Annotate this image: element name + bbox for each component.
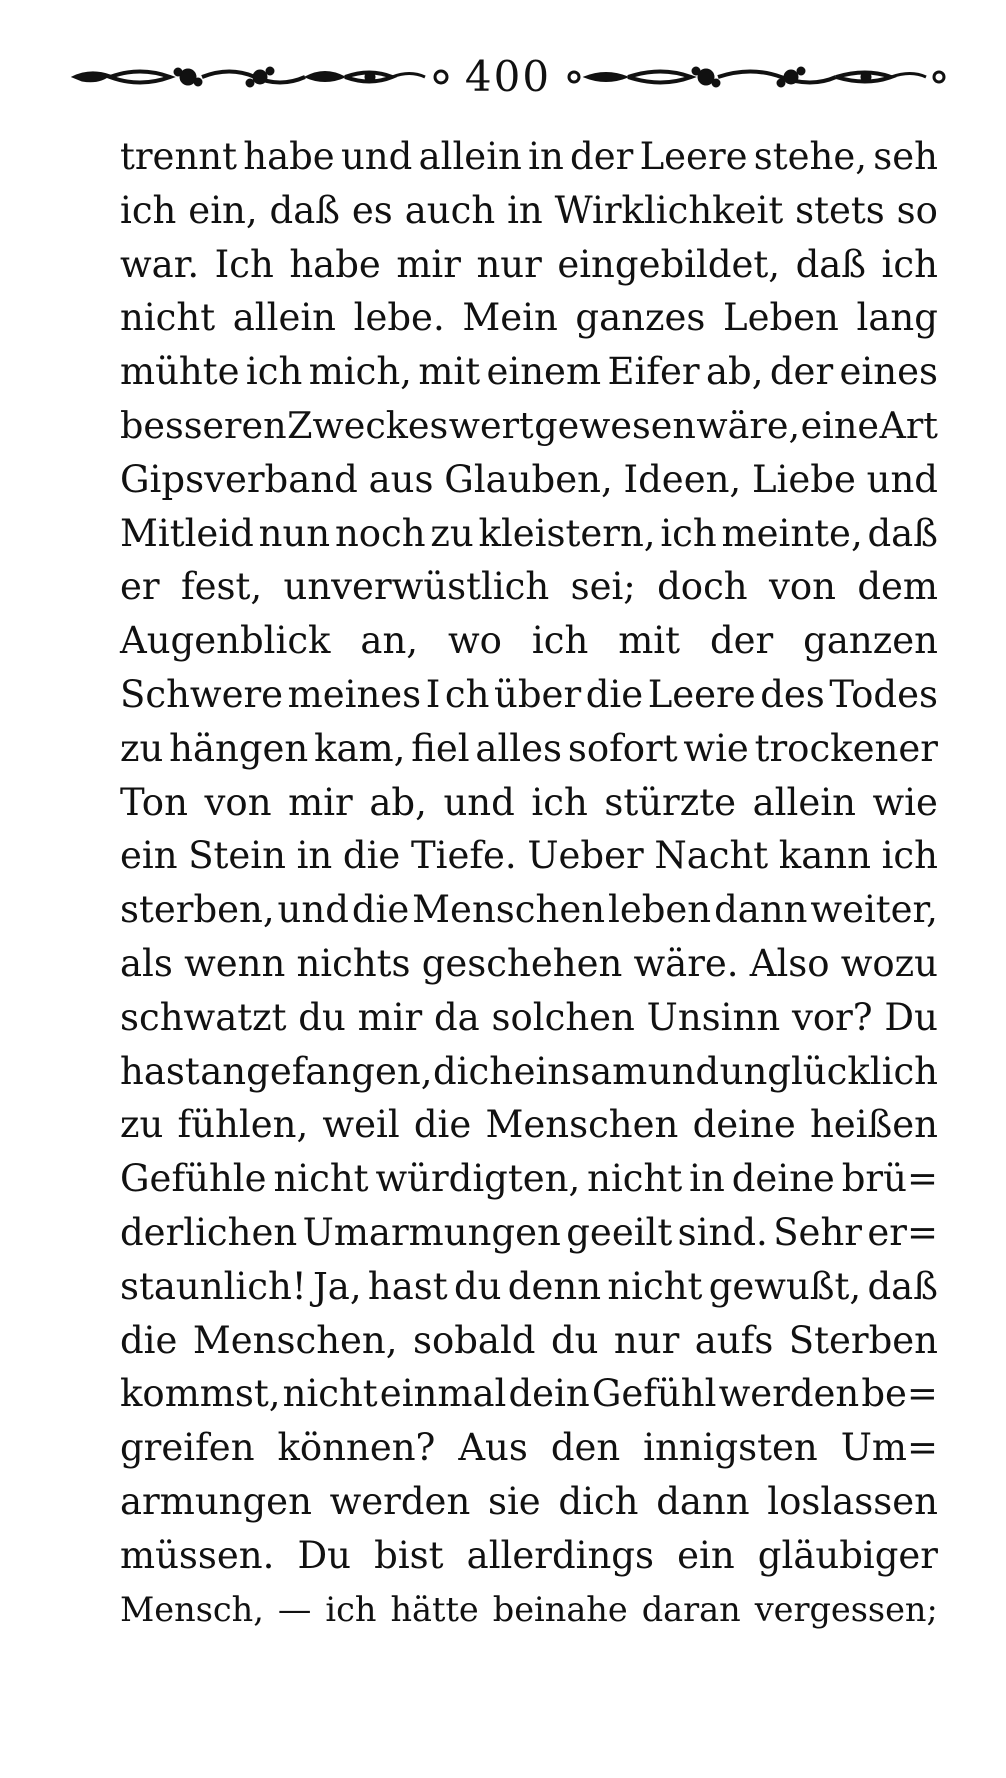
word: es [351,188,393,232]
word: ch [444,672,490,716]
word: solchen [491,995,635,1039]
text-line [120,1260,938,1314]
word: in [296,834,333,878]
word: kommst, [120,1372,281,1416]
word: angefangen, [200,1049,433,1093]
word: beinahe [492,1589,628,1629]
word: Art [879,403,938,447]
word: kann [778,834,871,878]
word: weil [322,1103,400,1147]
word: ich [325,1589,377,1629]
word: allein [232,296,337,340]
word: auch [404,188,496,232]
word: vergessen; [754,1589,938,1629]
word: dem [857,565,938,609]
word: habe [243,135,335,178]
word: hätte [390,1589,479,1629]
word: nicht [273,1157,369,1201]
left-ornament [70,62,450,92]
word: eingebildet, [557,242,781,286]
word: und [340,135,413,178]
word: wie [872,780,938,824]
word: wie [683,726,749,770]
word: wozu [840,941,938,985]
word: armungen [120,1479,312,1523]
word: Ja, [312,1264,362,1308]
word: weiter, [810,888,938,932]
word: des [760,672,825,716]
word: du [453,1264,502,1308]
word: von [768,565,836,609]
word: — [277,1589,312,1629]
word: wo [448,619,502,663]
text-line [120,238,938,292]
word: Um= [840,1426,938,1470]
page-header [70,52,946,102]
text-line [120,1045,938,1099]
word: fühlen, [177,1103,309,1147]
word: können? [277,1426,436,1470]
word: sind. [677,1210,768,1254]
word: du [550,1318,599,1362]
word: einmal [379,1372,507,1416]
text-line [120,345,938,399]
word: der [769,350,834,394]
word: ich [120,188,177,232]
text-line [120,507,938,561]
word: nicht [587,1157,683,1201]
word: ich [531,780,588,824]
word: werden [329,1479,471,1523]
word: nicht [120,296,216,340]
word: dein [508,1372,590,1416]
word: meinte, [721,511,863,555]
word: wäre. [633,941,739,985]
word: Ton [120,780,188,824]
word: Leere [639,135,748,178]
word: gewesen [534,403,696,447]
word: Leben [723,296,839,340]
word: nichts [296,941,411,985]
word: ich [881,242,938,286]
word: mir [288,780,353,824]
word: unglücklich [719,1049,938,1093]
page-number: 400 [464,52,552,101]
word: werden [718,1372,860,1416]
word: die [342,834,401,878]
word: meines [287,672,422,716]
word: ein, [188,188,258,232]
word: derlichen [120,1210,298,1254]
word: unverwüstlich [283,565,550,609]
word: zu [120,1103,164,1147]
word: zu [430,511,474,555]
word: die [120,1318,178,1362]
word: nur [476,242,542,286]
text-line [120,399,938,453]
word: sterben, [120,888,275,932]
word: allein [752,780,856,824]
word: sie [487,1479,541,1523]
right-ornament [566,62,946,92]
word: und [647,1049,720,1093]
text-line [120,1152,938,1206]
word: Glauben, [444,457,613,501]
word: eine [800,403,879,447]
word: in [528,135,564,178]
word: ab, [369,780,427,824]
text-line [120,991,938,1045]
word: Gefühl [591,1372,717,1416]
word: daß [269,188,340,232]
word: doch [657,565,748,609]
text-line [120,883,938,937]
word: allein [418,135,522,178]
word: dich [432,1049,514,1093]
word: müssen. [120,1533,275,1577]
word: Mensch, [120,1589,264,1629]
word: stehe, [753,135,868,178]
text-line [120,722,938,776]
text-line [120,1098,938,1152]
word: Menschen, [192,1318,398,1362]
word: stets [795,188,885,232]
word: Liebe [751,457,856,501]
word: dann [714,888,808,932]
word: Also [749,941,830,985]
word: Stein [188,834,286,878]
word: als [120,941,173,985]
word: und [443,780,515,824]
word: Aus [458,1426,528,1470]
text-line [120,829,938,883]
word: einem [486,350,602,394]
word: fest, [180,565,263,609]
text-line [120,668,938,722]
word: von [204,780,272,824]
word: in [507,188,543,232]
word: brü= [841,1157,938,1201]
word: daß [867,511,938,555]
word: aufs [694,1318,774,1362]
word: Eifer [607,350,700,394]
word: der [709,619,774,663]
text-line [120,1421,938,1475]
word: Unsinn [646,995,781,1039]
word: Mein [462,296,558,340]
word: daran [641,1589,741,1629]
word: sei; [570,565,636,609]
word: lang [856,296,938,340]
word: ab, [705,350,764,394]
text-line [120,937,938,991]
word: sofort [567,726,678,770]
word: ein [677,1533,735,1577]
word: er [120,565,160,609]
word: lebe. [353,296,445,340]
word: ich [531,619,589,663]
word: vor? [791,995,873,1039]
word: der [570,135,634,178]
word: zu [120,726,164,770]
word: Umarmungen [302,1210,561,1254]
word: geeilt [566,1210,673,1254]
word: Gipsverband [120,457,358,501]
word: nicht [607,1264,703,1308]
word: die [413,1103,472,1147]
word: Sterben [788,1318,938,1362]
word: Du [884,995,938,1039]
text-line [120,1314,938,1368]
word: bist [374,1533,444,1577]
text-line [120,614,938,668]
word: ich [660,511,717,555]
word: besseren [120,403,287,447]
word: nur [613,1318,680,1362]
word: Mitleid [120,511,254,555]
word: Gefühle [120,1157,267,1201]
word: würdigten, [375,1157,581,1201]
word: Menschen [412,888,606,932]
word: die [351,888,410,932]
word: I [425,672,441,716]
word: mühte [120,350,240,394]
text-line [120,184,938,238]
word: Ich [214,242,274,286]
word: deine [692,1103,796,1147]
word: an, [360,619,419,663]
word: innigsten [643,1426,818,1470]
word: noch [334,511,426,555]
word: aus [368,457,434,501]
word: Todes [829,672,938,716]
word: eines [839,350,938,394]
word: über [494,672,582,716]
word: du [298,995,346,1039]
word: mir [357,995,423,1039]
word: daß [867,1264,938,1308]
text-line [120,1475,938,1529]
word: greifen [120,1426,255,1470]
word: so [896,188,938,232]
word: denn [507,1264,602,1308]
word: den [550,1426,621,1470]
word: ich [245,350,303,394]
word: daß [795,242,867,286]
word: allerdings [466,1533,654,1577]
word: Augenblick [120,619,331,663]
word: Leere [647,672,756,716]
word: hast [120,1049,200,1093]
word: leben [607,888,712,932]
word: die [585,672,644,716]
word: er= [867,1210,938,1254]
word: ich [881,834,938,878]
word: mit [618,619,681,663]
word: alles [475,726,563,770]
word: Du [297,1533,352,1577]
word: mit [418,350,481,394]
word: fiel [411,726,470,770]
word: ein [120,834,178,878]
word: Schwere [120,672,284,716]
word: stürzte [604,780,737,824]
word: dich [558,1479,639,1523]
word: hast [367,1264,448,1308]
word: nicht [282,1372,378,1416]
word: gläubiger [757,1533,938,1577]
word: mich, [308,350,412,394]
word: trockener [754,726,938,770]
word: da [433,995,480,1039]
word: war. [120,242,200,286]
word: mir [396,242,461,286]
word: Ideen, [623,457,742,501]
word: schwatzt [120,995,287,1039]
word: und [277,888,349,932]
word: dann [656,1479,750,1523]
word: kleistern, [478,511,656,555]
word: hängen [169,726,309,770]
word: nun [258,511,331,555]
word: Wirklichkeit [554,188,784,232]
text-line [120,1583,938,1637]
word: heißen [809,1103,938,1147]
word: be= [861,1372,938,1416]
word: ganzes [575,296,706,340]
text-line [120,453,938,507]
word: Sehr [773,1210,862,1254]
word: loslassen [767,1479,938,1523]
body-text [120,130,938,1636]
word: staunlich! [120,1264,307,1308]
word: wenn [184,941,286,985]
word: Tiefe. [410,834,517,878]
word: in [689,1157,725,1201]
text-line [120,1367,938,1421]
text-line [120,1529,938,1583]
word: sobald [412,1318,536,1362]
word: habe [289,242,381,286]
word: trennt [120,135,237,178]
text-line [120,291,938,345]
text-line [120,130,938,184]
word: Nacht [654,834,769,878]
word: und [866,457,938,501]
word: Menschen [485,1103,679,1147]
word: gewußt, [708,1264,862,1308]
word: einsam [513,1049,648,1093]
word: ganzen [803,619,938,663]
word: wert [448,403,534,447]
word: geschehen [421,941,623,985]
text-line [120,776,938,830]
word: wäre, [696,403,801,447]
word: kam, [314,726,406,770]
word: deine [731,1157,835,1201]
word: Zweckes [287,403,449,447]
text-line [120,1206,938,1260]
word: Ueber [527,834,644,878]
text-line [120,560,938,614]
word: seh [873,135,938,178]
